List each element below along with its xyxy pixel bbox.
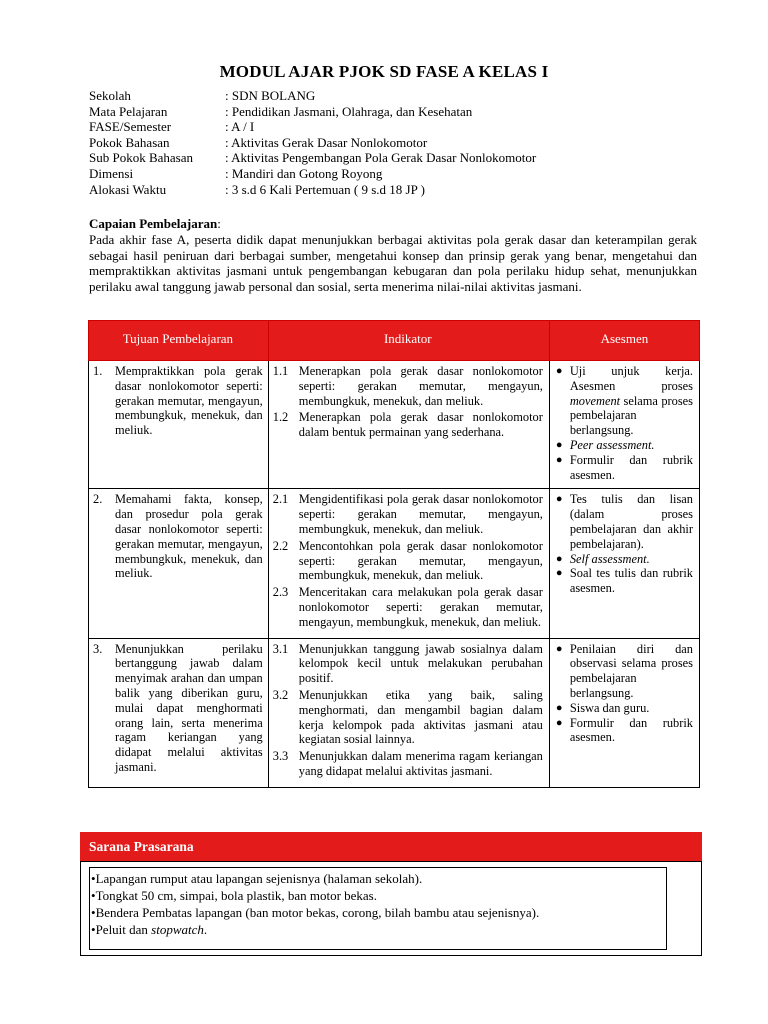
header-indikator: Indikator — [268, 321, 549, 361]
asesmen-text — [570, 492, 693, 551]
asesmen-item — [556, 453, 693, 483]
info-row — [89, 150, 536, 166]
asesmen-text-part: Formulir dan rubrik asesmen. — [569, 452, 693, 482]
table-header-row — [89, 321, 700, 361]
sarana-text: Peluit dan — [95, 922, 152, 937]
asesmen-text — [570, 642, 693, 701]
sarana-item — [91, 887, 666, 904]
sarana-text: Tongkat 50 cm, simpai, bola plastik, ban motor bekas. — [95, 888, 377, 903]
indikator-cell — [268, 489, 549, 638]
asesmen-item — [556, 716, 693, 746]
asesmen-item — [556, 701, 693, 716]
bullet-icon: ● — [555, 493, 563, 506]
info-value: : Aktivitas Gerak Dasar Nonlokomotor — [225, 134, 428, 150]
tujuan-number: 1. — [93, 364, 103, 378]
info-row — [89, 104, 536, 120]
bullet-icon: ● — [555, 642, 563, 655]
info-value: : A / I — [225, 119, 255, 135]
indikator-number: 1.1 — [272, 364, 289, 378]
info-row — [89, 166, 536, 182]
asesmen-item — [556, 438, 693, 453]
sarana-item — [91, 904, 666, 921]
indikator-number: 1.2 — [272, 410, 289, 425]
tujuan-cell — [89, 638, 269, 787]
info-row — [89, 182, 536, 198]
asesmen-item — [556, 642, 693, 701]
indikator-number: 3.3 — [272, 749, 289, 764]
indikator-item — [273, 688, 543, 747]
tujuan-text: Mempraktikkan pola gerak dasar nonlokomotor seperti: gerakan memutar, mengayun, membungkuk, menekuk, dan meliuk. — [115, 364, 263, 438]
capaian-body: Pada akhir fase A, peserta didik dapat menunjukkan berbagai aktivitas pola gerak dasar dan keterampilan gerak sebagai hasil peniruan dari berbagai sumber, mengetahui konsep dan prinsip gerak yang benar, mengetahui dan mempraktikkan aktivitas jasmani untuk pengembangan kebugaran dan pola perilaku hidup sehat, menunjukkan perilaku awal tanggung jawab personal dan sosial, serta menerima nilai-nilai aktivitas jasmani. — [89, 231, 697, 295]
asesmen-text — [570, 552, 693, 567]
bullet-icon: ● — [555, 453, 563, 466]
asesmen-item — [556, 364, 693, 438]
indikator-text: Menceritakan cara melakukan pola gerak dasar nonlokomotor seperti: gerakan memutar, mengayun, membungkuk, menekuk, dan meliuk. — [298, 585, 543, 629]
asesmen-text — [570, 566, 693, 596]
indikator-number: 2.2 — [272, 538, 289, 553]
indikator-cell — [268, 361, 549, 489]
asesmen-term: movement — [569, 393, 621, 408]
indikator-cell — [268, 638, 549, 787]
info-label: Mata Pelajaran — [89, 103, 168, 119]
info-label: FASE/Semester — [89, 119, 172, 135]
asesmen-text-part: Siswa dan guru. — [569, 700, 650, 715]
asesmen-text-part: Soal tes tulis dan rubrik asesmen. — [569, 566, 693, 596]
header-tujuan: Tujuan Pembelajaran — [89, 321, 269, 361]
bullet-icon: ● — [555, 716, 563, 729]
indikator-text: Menunjukkan tanggung jawab sosialnya dalam kelompok kecil untuk melakukan perubahan positif. — [298, 641, 543, 686]
indikator-item — [273, 364, 543, 408]
table-row — [89, 361, 700, 489]
capaian-heading: Capaian Pembelajaran — [89, 216, 218, 231]
info-row — [89, 88, 536, 104]
indikator-item — [273, 492, 543, 536]
bullet-icon: • — [91, 905, 96, 920]
info-label: Dimensi — [89, 165, 134, 181]
sarana-text: . — [203, 922, 208, 937]
asesmen-text-part: Penilaian diri dan observasi selama proses pembelajaran berlangsung. — [569, 641, 693, 700]
indikator-item — [273, 410, 543, 440]
capaian-colon: : — [217, 216, 221, 231]
info-label: Pokok Bahasan — [89, 134, 170, 150]
sarana-item — [91, 870, 666, 887]
indikator-item — [273, 749, 543, 779]
indikator-text: Menerapkan pola gerak dasar nonlokomotor seperti: gerakan memutar, mengayun, membungkuk, menekuk, dan meliuk. — [298, 364, 543, 408]
bullet-icon: • — [91, 922, 96, 937]
asesmen-text — [570, 453, 693, 483]
info-value: : SDN BOLANG — [225, 88, 316, 103]
info-row — [89, 119, 536, 135]
asesmen-cell — [549, 638, 699, 787]
asesmen-text-part: Tes tulis dan lisan (dalam proses pembelajaran dan akhir pembelajaran). — [569, 492, 693, 551]
indikator-item — [273, 642, 543, 686]
indikator-text: Mencontohkan pola gerak dasar nonlokomotor seperti: gerakan memutar, mengayun, membungkuk, menekuk, dan meliuk. — [298, 538, 543, 583]
info-value: : Pendidikan Jasmani, Olahraga, dan Kesehatan — [225, 103, 473, 119]
table-row — [89, 638, 700, 787]
indikator-text: Mengidentifikasi pola gerak dasar nonlokomotor seperti: gerakan memutar, mengayun, membungkuk, menekuk, dan meliuk. — [298, 492, 543, 536]
indikator-text: Menerapkan pola gerak dasar nonlokomotor dalam bentuk permainan yang sederhana. — [298, 410, 543, 440]
bullet-icon: ● — [555, 552, 563, 565]
indikator-item — [273, 539, 543, 583]
bullet-icon: ● — [555, 567, 563, 580]
bullet-icon: ● — [555, 365, 563, 377]
tujuan-item — [93, 492, 263, 581]
sarana-item — [91, 921, 666, 938]
info-value: : 3 s.d 6 Kali Pertemuan ( 9 s.d 18 JP ) — [225, 181, 425, 197]
sarana-text: Bendera Pembatas lapangan (ban motor bekas, corong, bilah bambu atau sejenisnya). — [95, 905, 540, 920]
capaian-pembelajaran — [89, 216, 697, 295]
asesmen-item — [556, 552, 693, 567]
tujuan-item — [93, 642, 263, 775]
tujuan-text: Memahami fakta, konsep, dan prosedur pola gerak dasar nonlokomotor seperti: gerakan memutar, mengayun, membungkuk, menekuk, dan meliuk. — [115, 492, 263, 581]
bullet-icon: • — [91, 871, 96, 886]
asesmen-text-part: selama proses pembelajaran berlangsung. — [569, 393, 693, 438]
tujuan-number: 3. — [93, 641, 103, 656]
indikator-text: Menunjukkan etika yang baik, saling menghormati, dan mengambil bagian dalam kerja kelompok pada aktivitas jasmani atau kegiatan sosial lainnya. — [298, 687, 543, 747]
asesmen-text — [570, 438, 693, 453]
asesmen-term: Self assessment. — [569, 551, 650, 566]
info-label: Alokasi Waktu — [89, 181, 167, 197]
document-title: MODUL AJAR PJOK SD FASE A KELAS I — [219, 62, 549, 81]
asesmen-term: Peer assessment. — [569, 437, 655, 452]
info-label: Sub Pokok Bahasan — [89, 150, 193, 166]
bullet-icon: • — [91, 888, 96, 903]
info-label: Sekolah — [89, 88, 131, 103]
sarana-box — [80, 861, 702, 956]
table-row — [89, 489, 700, 638]
asesmen-cell — [549, 489, 699, 638]
asesmen-text — [570, 701, 693, 716]
sarana-list — [89, 867, 667, 950]
bullet-icon: ● — [555, 701, 563, 714]
tujuan-number: 2. — [93, 492, 103, 507]
sarana-heading: Sarana Prasarana — [80, 832, 702, 861]
asesmen-text-part: Uji unjuk kerja. Asesmen proses — [569, 364, 693, 393]
sarana-text: Lapangan rumput atau lapangan sejenisnya (halaman sekolah). — [95, 871, 423, 886]
indikator-number: 3.2 — [272, 687, 289, 702]
indikator-text: Menunjukkan dalam menerima ragam keriangan yang didapat melalui aktivitas jasmani. — [298, 749, 543, 778]
indikator-number: 2.1 — [272, 492, 289, 507]
info-value: : Mandiri dan Gotong Royong — [225, 165, 383, 181]
asesmen-cell — [549, 361, 699, 489]
asesmen-item — [556, 492, 693, 551]
info-row — [89, 135, 536, 151]
bullet-icon: ● — [555, 438, 563, 451]
tujuan-cell — [89, 489, 269, 638]
learning-objectives-table — [88, 320, 700, 788]
asesmen-item — [556, 566, 693, 596]
asesmen-text-part: Formulir dan rubrik asesmen. — [569, 715, 693, 745]
tujuan-cell — [89, 361, 269, 489]
indikator-number: 3.1 — [272, 641, 289, 656]
tujuan-item — [93, 364, 263, 438]
module-info — [89, 88, 536, 197]
indikator-item — [273, 585, 543, 629]
indikator-number: 2.3 — [272, 585, 289, 600]
sarana-term: stopwatch — [151, 922, 204, 937]
asesmen-text — [570, 716, 693, 746]
asesmen-text — [570, 364, 693, 438]
tujuan-text: Menunjukkan perilaku bertanggung jawab dalam menyimak arahan dan umpan balik yang diberikan guru, mulai dapat menghormati orang lain, serta menerima ragam keriangan yang didapat melalui aktivitas jasmani. — [115, 641, 263, 774]
header-asesmen: Asesmen — [549, 321, 699, 361]
info-value: : Aktivitas Pengembangan Pola Gerak Dasar Nonlokomotor — [225, 150, 537, 166]
